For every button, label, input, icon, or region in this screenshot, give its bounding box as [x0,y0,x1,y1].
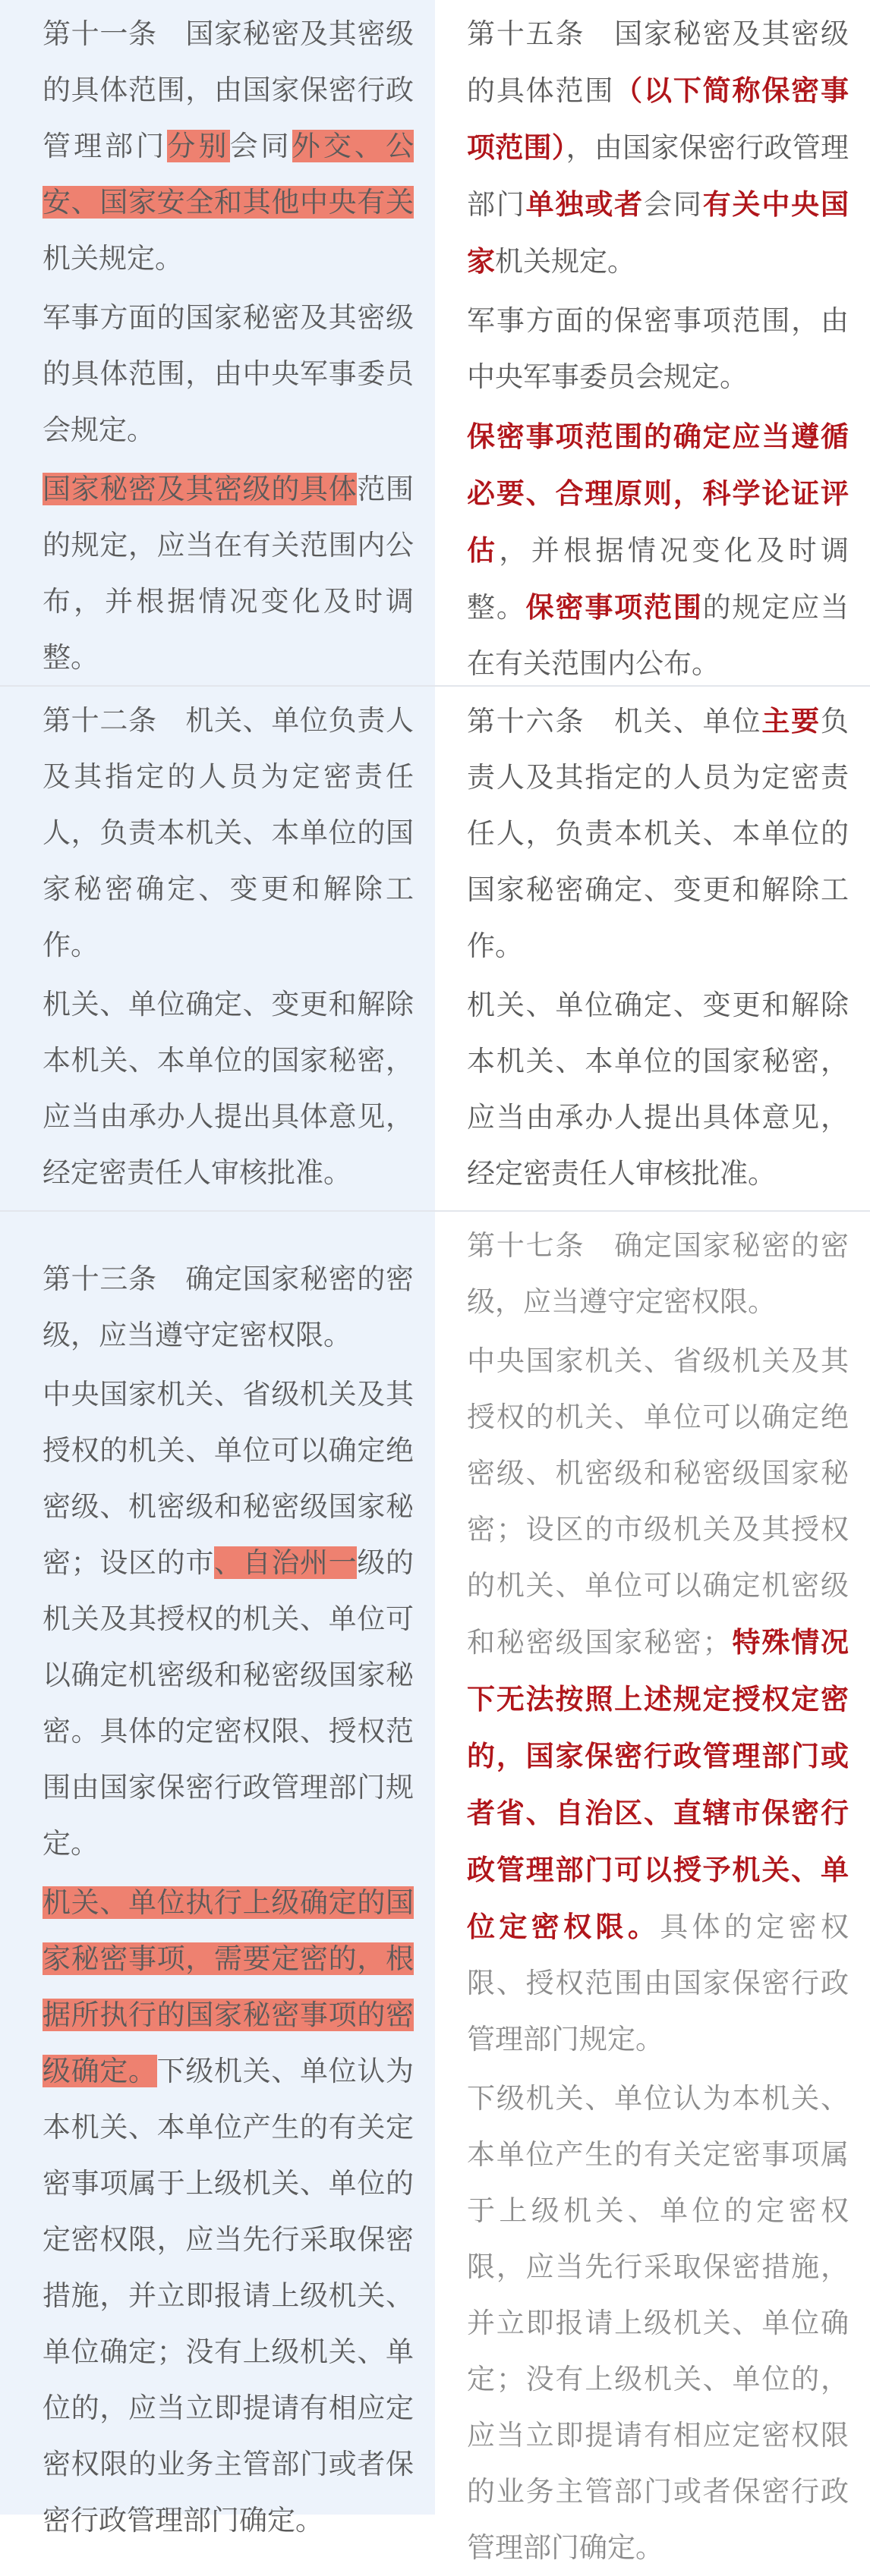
new-paragraph: 第十七条 确定国家秘密的密级，应当遵守定密权限。 [467,1229,849,1318]
old-paragraph: 第十三条 确定国家秘密的密级，应当遵守定密权限。 [43,1263,414,1351]
old-paragraph: 中央国家机关、省级机关及其授权的机关、单位可以确定绝密级、机密级和秘密级国家秘密；设区的市、自治州一级的机关及其授权的机关、单位可以确定机密级和秘密级国家秘密。具体的定密权限、授权范围由国家保密行政管理部门规定。 [43,1378,415,1860]
highlight-deleted: 分别 [167,130,230,162]
added-text: 保密事项范围 [525,590,703,624]
new-paragraph: 保密事项范围的确定应当遵循必要、合理原则，科学论证评估，并根据情况变化及时调整。保密事项范围的规定应当在有关范围内公布。 [467,420,850,680]
old-article-cell [0,1212,435,2537]
highlight-deleted: 、自治州一 [214,1546,358,1579]
new-paragraph: 中央国家机关、省级机关及其授权的机关、单位可以确定绝密级、机密级和秘密级国家秘密；设区的市级机关及其授权的机关、单位可以确定机密级和秘密级国家秘密；特殊情况下无法按照上述规定授权定密的，国家保密行政管理部门或者省、自治区、直辖市保密行政管理部门可以授予机关、单位定密权限。具体的定密权限、授权范围由国家保密行政管理部门规定。 [467,1345,850,2055]
comparison-row [0,685,870,1210]
new-article-cell [435,0,870,685]
highlight-deleted: 国家秘密及其密级的具体 [43,473,358,505]
highlight-deleted: 机关、单位执行上级确定的国家秘密事项，需要定密的，根据所执行的国家秘密事项的密级确定。 [43,1886,414,2087]
added-text: 特殊情况下无法按照上述规定授权定密的，国家保密行政管理部门或者省、自治区、直辖市保密行政管理部门可以授予机关、单位定密权限。 [467,1625,850,1943]
added-text: 主要 [761,704,821,738]
added-text: 有关中央国家 [467,187,850,278]
old-paragraph: 第十二条 机关、单位负责人及其指定的人员为定密责任人，负责本机关、本单位的国家秘密确定、变更和解除工作。 [43,704,414,961]
comparison-row [0,1210,870,2564]
new-paragraph: 机关、单位确定、变更和解除本机关、本单位的国家秘密，应当由承办人提出具体意见，经定密责任人审核批准。 [467,989,849,1190]
old-paragraph: 军事方面的国家秘密及其密级的具体范围，由中央军事委员会规定。 [43,301,414,446]
old-article-cell [0,687,435,1210]
comparison-row [0,0,870,685]
old-paragraph: 国家秘密及其密级的具体范围的规定，应当在有关范围内公布，并根据情况变化及时调整。 [43,473,415,674]
new-paragraph: 第十六条 机关、单位主要负责人及其指定的人员为定密责任人，负责本机关、本单位的国家秘密确定、变更和解除工作。 [467,704,850,962]
old-paragraph: 机关、单位执行上级确定的国家秘密事项，需要定密的，根据所执行的国家秘密事项的密级确定。下级机关、单位认为本机关、本单位产生的有关定密事项属于上级机关、单位的定密权限，应当先行采取保密措施，并立即报请上级机关、单位确定；没有上级机关、单位的，应当立即提请有相应定密权限的业务主管部门或者保密行政管理部门确定。 [43,1886,415,2537]
added-text: （以下简称保密事项范围） [467,74,850,164]
new-paragraph: 第十五条 国家秘密及其密级的具体范围（以下简称保密事项范围），由国家保密行政管理部门单独或者会同有关中央国家机关规定。 [467,17,850,278]
old-paragraph: 机关、单位确定、变更和解除本机关、本单位的国家秘密，应当由承办人提出具体意见，经定密责任人审核批准。 [43,988,414,1189]
new-article-cell [435,1212,870,2564]
new-paragraph: 下级机关、单位认为本机关、本单位产生的有关定密事项属于上级机关、单位的定密权限，应当先行采取保密措施，并立即报请上级机关、单位确定；没有上级机关、单位的，应当立即提请有相应定密权限的业务主管部门或者保密行政管理部门确定。 [467,2082,849,2564]
new-article-cell [435,687,870,1210]
highlight-deleted: 外交、公安、国家安全和其他中央有关 [43,130,415,219]
old-article-cell [0,0,435,685]
new-paragraph: 军事方面的保密事项范围，由中央军事委员会规定。 [467,304,849,393]
added-text: 单独或者 [525,187,645,221]
old-paragraph: 第十一条 国家秘密及其密级的具体范围，由国家保密行政管理部门分别会同外交、公安、国家安全和其他中央有关机关规定。 [43,17,415,275]
added-text: 保密事项范围的确定应当遵循必要、合理原则，科学论证评估 [467,420,849,567]
